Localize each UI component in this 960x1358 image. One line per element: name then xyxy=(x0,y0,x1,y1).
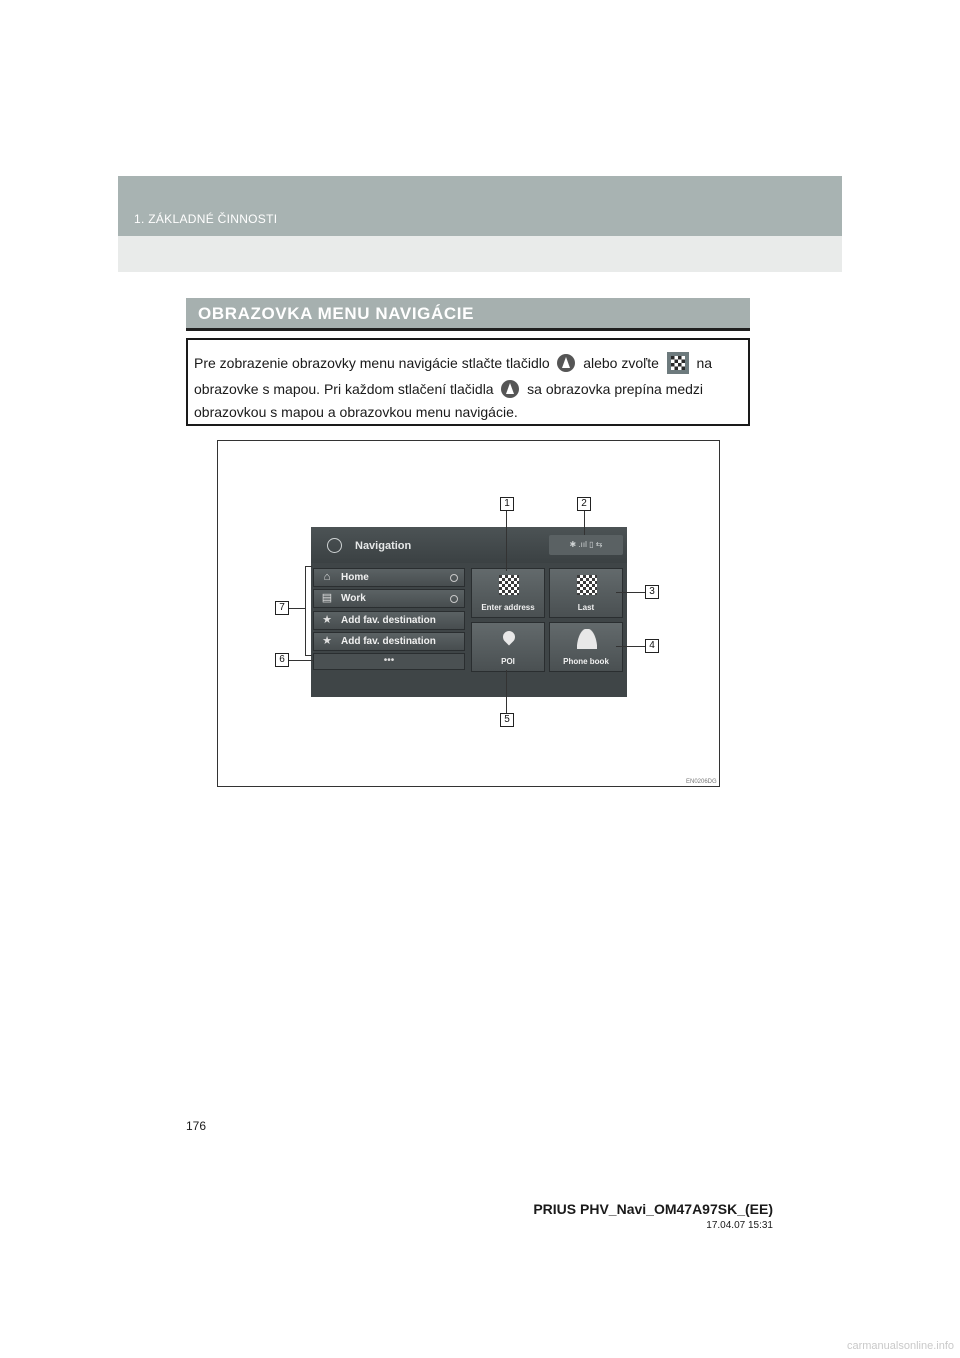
callout-1: 1 xyxy=(500,497,514,511)
briefcase-icon: ▤ xyxy=(321,592,333,604)
navigation-icon xyxy=(327,538,342,553)
fav-label: Home xyxy=(341,572,369,583)
intro-text: alebo zvoľte xyxy=(583,355,659,371)
figure-code: EN0206DG xyxy=(686,779,717,785)
callout-line xyxy=(506,511,507,571)
watermark: carmanualsonline.info xyxy=(846,1340,954,1352)
more-favorites-button[interactable]: ••• xyxy=(313,653,465,670)
home-icon: ⌂ xyxy=(323,571,331,583)
last-destinations-button[interactable] xyxy=(549,568,623,618)
screen-title-bar xyxy=(311,527,627,563)
last-flag-icon xyxy=(577,575,597,595)
clock-icon xyxy=(450,595,458,603)
fav-add-destination-1-button[interactable] xyxy=(313,611,465,630)
intro-line-1 xyxy=(194,352,712,374)
callout-line xyxy=(289,660,313,661)
person-icon xyxy=(577,629,597,649)
navigation-button-icon xyxy=(557,354,575,372)
intro-text: obrazovke s mapou. Pri každom stlačení tlačidla xyxy=(194,381,494,397)
tile-label: POI xyxy=(501,657,515,666)
page-number: 176 xyxy=(186,1119,207,1133)
callout-line xyxy=(289,608,305,609)
intro-line-2 xyxy=(194,380,703,398)
intro-text: na xyxy=(696,355,713,371)
fav-home-button[interactable] xyxy=(313,568,465,587)
callout-line xyxy=(616,592,645,593)
star-icon: ★ xyxy=(322,614,332,626)
fav-work-button[interactable] xyxy=(313,589,465,608)
callout-6: 6 xyxy=(275,653,289,667)
footer-doc-id: PRIUS PHV_Navi_OM47A97SK_(EE) xyxy=(533,1201,773,1217)
phone-book-button[interactable] xyxy=(549,622,623,672)
callout-2: 2 xyxy=(577,497,591,511)
chapter-title: 1. ZÁKLADNÉ ČINNOSTI xyxy=(134,212,278,226)
enter-address-button[interactable] xyxy=(471,568,545,618)
tile-label: Last xyxy=(577,603,595,612)
star-icon: ★ xyxy=(322,635,332,647)
intro-text: sa obrazovka prepína medzi xyxy=(527,381,704,397)
tile-label: Enter address xyxy=(481,603,535,612)
tile-label: Phone book xyxy=(563,657,609,666)
callout-5: 5 xyxy=(500,713,514,727)
favorites-bracket xyxy=(305,566,312,656)
header-subband xyxy=(118,236,842,272)
address-flag-icon xyxy=(499,575,519,595)
callout-3: 3 xyxy=(645,585,659,599)
navigation-screen xyxy=(311,527,627,697)
navigation-button-icon xyxy=(501,380,519,398)
fav-label: Add fav. destination xyxy=(341,636,436,647)
fav-add-destination-2-button[interactable] xyxy=(313,632,465,651)
callout-line xyxy=(584,511,585,535)
intro-text: Pre zobrazenie obrazovky menu navigácie stlačte tlačidlo xyxy=(194,355,550,371)
fav-label: Add fav. destination xyxy=(341,615,436,626)
callout-line xyxy=(616,646,645,647)
status-indicators: ✱ .ııl ▯ ⇆ xyxy=(549,535,623,555)
destination-flag-icon xyxy=(667,352,689,374)
intro-line-3: obrazovkou s mapou a obrazovkou menu navigácie. xyxy=(194,404,518,420)
callout-4: 4 xyxy=(645,639,659,653)
poi-button[interactable] xyxy=(471,622,545,672)
intro-box xyxy=(186,338,750,426)
section-title-bar xyxy=(186,298,750,331)
screen-title: Navigation xyxy=(355,540,412,552)
fav-label: Work xyxy=(341,593,366,604)
pin-icon xyxy=(501,629,518,646)
callout-line xyxy=(506,670,507,713)
callout-7: 7 xyxy=(275,601,289,615)
section-title: OBRAZOVKA MENU NAVIGÁCIE xyxy=(198,304,475,323)
header-band xyxy=(118,176,842,236)
clock-icon xyxy=(450,574,458,582)
footer-date: 17.04.07 15:31 xyxy=(706,1220,773,1231)
